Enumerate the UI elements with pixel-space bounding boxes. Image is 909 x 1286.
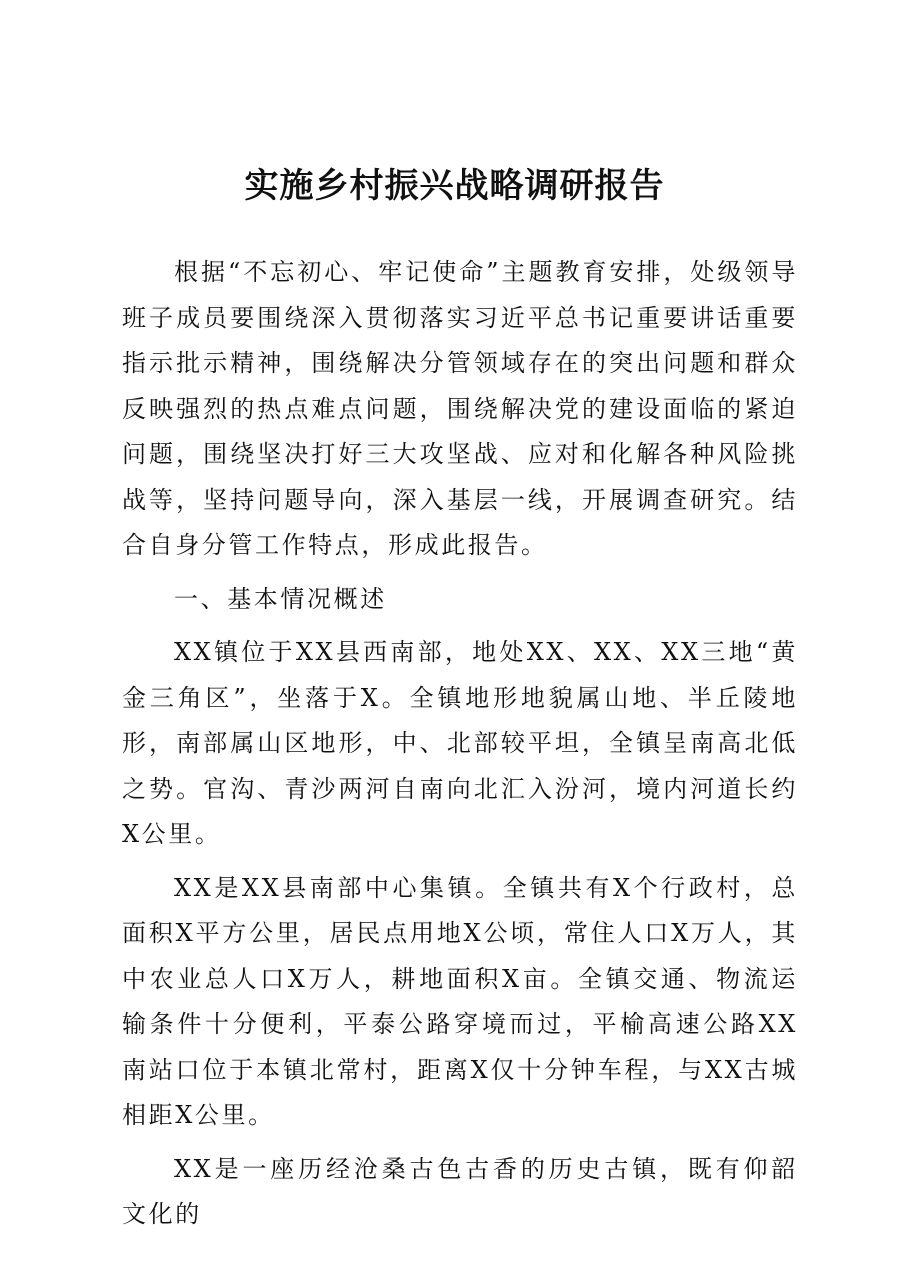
overview-paragraph: XX是XX县南部中心集镇。全镇共有X个行政村，总面积X平方公里，居民点用地X公顷，常住人口X万人，其中农业总人口X万人，耕地面积X亩。全镇交通、物流运输条件十分便利，平泰公路穿境而过，平榆高速公路XX南站口位于本镇北常村，距离X仅十分钟车程，与XX古城相距X公里。 (122, 873, 798, 1129)
document-body (122, 250, 798, 1246)
section-heading: 一、基本情况概述 (174, 584, 387, 613)
history-paragraph: XX是一座历经沧桑古色古香的历史古镇，既有仰韶文化的 (122, 1154, 798, 1228)
intro-paragraph: 根据“不忘初心、牢记使命”主题教育安排，处级领导班子成员要围绕深入贯彻落实习近平总书记重要讲话重要指示批示精神，围绕解决分管领域存在的突出问题和群众反映强烈的热点难点问题，围绕解决党的建设面临的紧迫问题，围绕坚决打好三大攻坚战、应对和化解各种风险挑战等，坚持问题导向，深入基层一线，开展调查研究。结合自身分管工作特点，形成此报告。 (122, 258, 798, 559)
location-paragraph: XX镇位于XX县西南部，地处XX、XX、XX三地“黄金三角区”，坐落于X。全镇地形地貌属山地、半丘陵地形，南部属山区地形，中、北部较平坦，全镇呈南高北低之势。官沟、青沙两河自南向北汇入汾河，境内河道长约X公里。 (122, 638, 798, 848)
document-title: 实施乡村振兴战略调研报告 (244, 166, 665, 206)
